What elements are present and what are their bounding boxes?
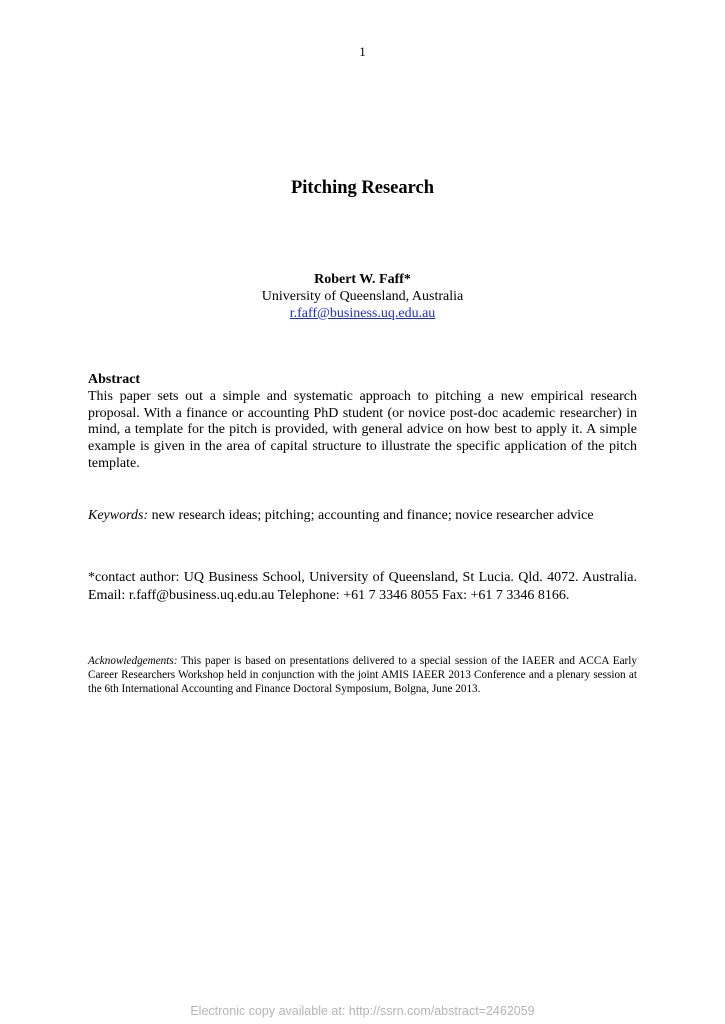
- abstract-heading: Abstract: [88, 372, 141, 387]
- author-affiliation: University of Queensland, Australia: [261, 289, 464, 304]
- page-number: 1: [359, 44, 366, 59]
- footer-watermark: Electronic copy available at: http://ssrn.com/abstract=2462059: [190, 1004, 535, 1018]
- abstract-section: [88, 372, 637, 473]
- keywords-section: [88, 507, 648, 524]
- author-name: Robert W. Faff*: [314, 272, 411, 287]
- acknowledgements-text: This paper is based on presentations delivered to a special session of the IAEER and ACCA Early Career Researchers Workshop held in conjunction with the joint AMIS IAEER 2013 Conference and a plenary session at the 6th International Accounting and Finance Doctoral Symposium, Bolgna, June 2013.: [88, 655, 637, 696]
- keywords-text: new research ideas; pitching; accounting and finance; novice researcher advice: [148, 508, 594, 523]
- paper-title: Pitching Research: [290, 178, 434, 198]
- contact-note: *contact author: UQ Business School, University of Queensland, St Lucia. Qld. 4072. Australia. Email: r.faff@business.uq.edu.au Telephone: +61 7 3346 8055 Fax: +61 7 3346 8166.: [88, 570, 637, 603]
- author-block: [0, 271, 725, 322]
- author-email-link[interactable]: r.faff@business.uq.edu.au: [289, 306, 436, 321]
- acknowledgements-label: Acknowledgements:: [88, 655, 178, 667]
- keywords-label: Keywords:: [88, 508, 149, 523]
- acknowledgements-section: [88, 654, 637, 697]
- abstract-text: This paper sets out a simple and systematic approach to pitching a new empirical research proposal. With a finance or accounting PhD student (or novice post-doc academic researcher) in mind, a template for the pitch is provided, with general advice on how best to apply it. A simple example is given in the area of capital structure to illustrate the specific application of the pitch template.: [88, 388, 637, 471]
